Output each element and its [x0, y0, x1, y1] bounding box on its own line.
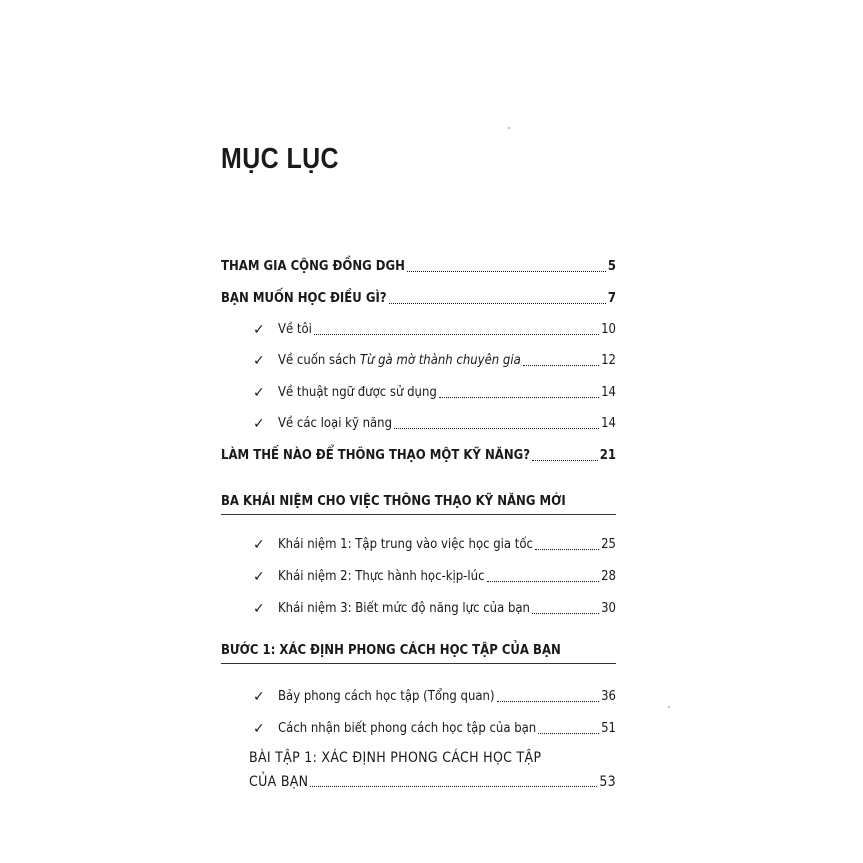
toc-entry-bay-phong-cach[interactable]	[278, 683, 616, 705]
dot-leader	[394, 428, 599, 429]
toc-entry-bai-tap-1[interactable]	[249, 768, 616, 790]
toc-page-number: 28	[601, 569, 616, 584]
checkmark-icon: ✓	[253, 353, 265, 369]
toc-entry-label: LÀM THẾ NÀO ĐỂ THÔNG THẠO MỘT KỸ NĂNG?	[221, 448, 530, 463]
dot-leader	[538, 733, 599, 734]
dot-leader	[535, 549, 599, 550]
toc-entry-ve-cac-loai[interactable]	[278, 410, 616, 432]
toc-page-number: 10	[601, 322, 616, 337]
section-heading-ba-khai-niem: BA KHÁI NIỆM CHO VIỆC THÔNG THẠO KỸ NĂNG MỚI	[221, 494, 566, 509]
book-title: Từ gà mờ thành chuyên gia	[359, 353, 521, 368]
toc-entry-label: BẠN MUỐN HỌC ĐIỀU GÌ?	[221, 291, 387, 306]
toc-entry-ve-thuat-ngu[interactable]	[278, 379, 616, 401]
dot-leader	[487, 581, 600, 582]
toc-page-number: 5	[607, 259, 616, 274]
toc-entry-label: CỦA BẠN	[249, 774, 309, 790]
toc-entry-label-prefix: Về cuốn sách	[278, 353, 360, 368]
toc-entry-label: Cách nhận biết phong cách học tập của bạn	[278, 721, 537, 736]
toc-entry-label: Khái niệm 1: Tập trung vào việc học gia tốc	[278, 537, 533, 552]
section-heading-buoc-1: BƯỚC 1: XÁC ĐỊNH PHONG CÁCH HỌC TẬP CỦA BẠN	[221, 643, 561, 658]
section-divider	[221, 663, 616, 664]
toc-entry-lam-the-nao[interactable]	[221, 442, 616, 464]
toc-entry-khai-niem-2[interactable]	[278, 563, 616, 585]
dot-leader	[523, 365, 599, 366]
toc-page-number: 7	[607, 291, 616, 306]
checkmark-icon: ✓	[253, 385, 265, 401]
toc-entry-tham-gia[interactable]	[221, 253, 616, 275]
section-divider	[221, 514, 616, 515]
checkmark-icon: ✓	[253, 322, 265, 338]
toc-entry-label: THAM GIA CỘNG ĐỒNG DGH	[221, 259, 405, 274]
checkmark-icon: ✓	[253, 537, 265, 553]
toc-entry-cach-nhan-biet[interactable]	[278, 715, 616, 737]
checkmark-icon: ✓	[253, 689, 265, 705]
toc-entry-label: Bảy phong cách học tập (Tổng quan)	[278, 689, 495, 704]
scan-speck	[508, 127, 510, 129]
toc-entry-label: Khái niệm 3: Biết mức độ năng lực của bạn	[278, 601, 530, 616]
dot-leader	[310, 786, 597, 787]
checkmark-icon: ✓	[253, 601, 265, 617]
toc-entry-label: Về các loại kỹ năng	[278, 416, 393, 431]
dot-leader	[532, 613, 599, 614]
toc-page-number: 51	[601, 721, 616, 736]
dot-leader	[532, 460, 598, 461]
toc-entry-label: Khái niệm 2: Thực hành học-kịp-lúc	[278, 569, 485, 584]
toc-entry-label: Về tôi	[278, 322, 312, 337]
toc-page-number: 14	[601, 385, 616, 400]
toc-entry-khai-niem-1[interactable]	[278, 531, 616, 553]
dot-leader	[497, 701, 600, 702]
toc-page-number: 21	[599, 448, 616, 463]
toc-entry-ve-cuon-sach[interactable]	[278, 347, 616, 369]
scan-speck	[668, 706, 670, 708]
toc-page-number: 12	[601, 353, 616, 368]
toc-page-number: 30	[601, 601, 616, 616]
page-title: MỤC LỤC	[221, 143, 339, 175]
toc-page-number: 36	[601, 689, 616, 704]
toc-entry-label	[278, 353, 521, 369]
toc-entry-ve-toi[interactable]	[278, 316, 616, 338]
toc-page-number: 53	[599, 774, 616, 790]
toc-entry-bai-tap-1-line1[interactable]: BÀI TẬP 1: XÁC ĐỊNH PHONG CÁCH HỌC TẬP	[249, 750, 542, 766]
toc-entry-ban-muon[interactable]	[221, 285, 616, 307]
toc-page-number: 14	[601, 416, 616, 431]
toc-entry-label: Về thuật ngữ được sử dụng	[278, 385, 437, 400]
checkmark-icon: ✓	[253, 721, 265, 737]
checkmark-icon: ✓	[253, 569, 265, 585]
dot-leader	[439, 397, 599, 398]
dot-leader	[407, 271, 606, 272]
toc-entry-khai-niem-3[interactable]	[278, 595, 616, 617]
checkmark-icon: ✓	[253, 416, 265, 432]
dot-leader	[389, 303, 606, 304]
dot-leader	[314, 334, 599, 335]
toc-page-number: 25	[601, 537, 616, 552]
